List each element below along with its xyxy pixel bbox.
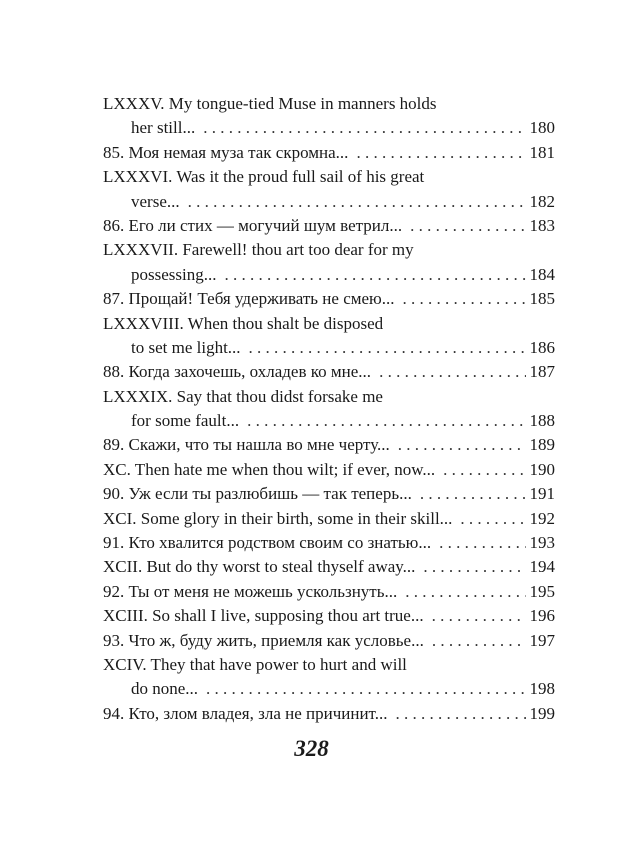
toc-entry-title: 87. Прощай! Тебя удерживать не смею... [103, 289, 395, 309]
toc-entry-line [103, 360, 555, 384]
toc-entry-line [103, 702, 555, 726]
toc-entry-line [103, 555, 555, 579]
toc-page-number: 180 [529, 118, 555, 138]
page-number: 328 [294, 736, 329, 761]
toc-dot-leader [423, 555, 525, 579]
toc-entry-title: possessing... [131, 264, 217, 284]
toc-entry-title: do none... [131, 679, 199, 699]
toc-dot-leader [398, 433, 526, 457]
toc-dot-leader [460, 507, 525, 531]
toc-dot-leader [395, 702, 525, 726]
toc-entry-title: XCIII. So shall I live, supposing thou art true... [103, 606, 424, 626]
toc-entry-title: LXXXIX. Say that thou didst forsake me [103, 386, 383, 406]
toc-entry-title: for some fault... [131, 411, 240, 431]
toc-entry-line [103, 165, 555, 189]
toc-entry-line [103, 629, 555, 653]
toc-entry-line [103, 312, 555, 336]
toc-entry-continuation [103, 263, 555, 287]
toc-entry-title: XCIV. They that have power to hurt and will [103, 654, 407, 674]
toc-dot-leader [224, 263, 525, 287]
toc-page-number: 186 [529, 337, 555, 357]
toc-page-number: 198 [529, 679, 555, 699]
toc-page-number: 191 [529, 484, 555, 504]
toc-entry-title: verse... [131, 191, 180, 211]
toc-page-number: 183 [529, 215, 555, 235]
toc-dot-leader [203, 116, 525, 140]
toc-dot-leader [188, 190, 526, 214]
toc-page-number: 189 [529, 435, 555, 455]
toc-page-number: 190 [529, 459, 555, 479]
toc-entry-title: 92. Ты от меня не можешь ускользнуть... [103, 581, 398, 601]
toc-page-number: 184 [529, 264, 555, 284]
toc-page-number: 194 [529, 557, 555, 577]
toc-page-number: 188 [529, 411, 555, 431]
toc-entry-line [103, 653, 555, 677]
toc-dot-leader [432, 629, 526, 653]
toc-entry-title: 94. Кто, злом владея, зла не причинит... [103, 703, 388, 723]
toc-entry-title: 93. Что ж, буду жить, приемля как условье... [103, 630, 424, 650]
toc-entry-title: LXXXVI. Was it the proud full sail of his great [103, 167, 425, 187]
toc-entry-line [103, 580, 555, 604]
toc-page-number: 192 [529, 508, 555, 528]
toc-page-number: 185 [529, 289, 555, 309]
toc-dot-leader [206, 677, 525, 701]
toc-entry-title: 86. Его ли стих — могучий шум ветрил... [103, 215, 403, 235]
toc-dot-leader [403, 287, 526, 311]
toc-dot-leader [379, 360, 525, 384]
toc-entry-line [103, 531, 555, 555]
toc-dot-leader [247, 409, 525, 433]
toc-dot-leader [439, 531, 525, 555]
toc-entry-title: XCII. But do thy worst to steal thyself away... [103, 557, 416, 577]
toc-entry-line [103, 92, 555, 116]
toc-entry-line [103, 604, 555, 628]
toc-dot-leader [443, 458, 525, 482]
toc-entry-title: LXXXVII. Farewell! thou art too dear for my [103, 240, 414, 260]
toc-page-number: 196 [529, 606, 555, 626]
toc-entry-title: 90. Уж если ты разлюбишь — так теперь... [103, 484, 412, 504]
toc-entry-line [103, 385, 555, 409]
toc-page-number: 182 [529, 191, 555, 211]
toc-page-number: 193 [529, 533, 555, 553]
toc-entry-title: to set me light... [131, 337, 241, 357]
toc-entry-title: LXXXVIII. When thou shalt be disposed [103, 313, 384, 333]
toc-entry-continuation [103, 116, 555, 140]
toc-dot-leader [405, 580, 525, 604]
toc-entry-line [103, 141, 555, 165]
toc-entry-continuation [103, 677, 555, 701]
toc-entry-continuation [103, 409, 555, 433]
toc-entry-line [103, 458, 555, 482]
toc-dot-leader [420, 482, 526, 506]
toc-entry-line [103, 482, 555, 506]
toc-entry-title: 88. Когда захочешь, охладев ко мне... [103, 362, 372, 382]
toc-dot-leader [249, 336, 526, 360]
toc-dot-leader [356, 141, 525, 165]
toc-entry-line [103, 214, 555, 238]
toc-page-number: 195 [529, 581, 555, 601]
toc-entry-continuation [103, 336, 555, 360]
toc-page-number: 197 [529, 630, 555, 650]
toc-page-number: 187 [529, 362, 555, 382]
toc-entry-title: 91. Кто хвалится родством своим со знатью... [103, 533, 432, 553]
toc-page-number: 199 [529, 703, 555, 723]
toc-entry-title: 85. Моя немая муза так скромна... [103, 142, 349, 162]
toc-dot-leader [410, 214, 525, 238]
toc-entry-continuation [103, 190, 555, 214]
toc-entry-title: LXXXV. My tongue-tied Muse in manners holds [103, 94, 437, 113]
toc-entry-title: XCI. Some glory in their birth, some in their skill... [103, 508, 453, 528]
toc-entry-line [103, 433, 555, 457]
table-of-contents [103, 92, 555, 726]
toc-dot-leader [432, 604, 526, 628]
toc-entry-title: 89. Скажи, что ты нашла во мне черту... [103, 435, 390, 455]
toc-page-number: 181 [529, 142, 555, 162]
toc-entry-title: her still... [131, 118, 196, 138]
toc-entry-line [103, 507, 555, 531]
toc-entry-line [103, 238, 555, 262]
toc-entry-title: XC. Then hate me when thou wilt; if ever, now... [103, 459, 436, 479]
toc-entry-line [103, 287, 555, 311]
